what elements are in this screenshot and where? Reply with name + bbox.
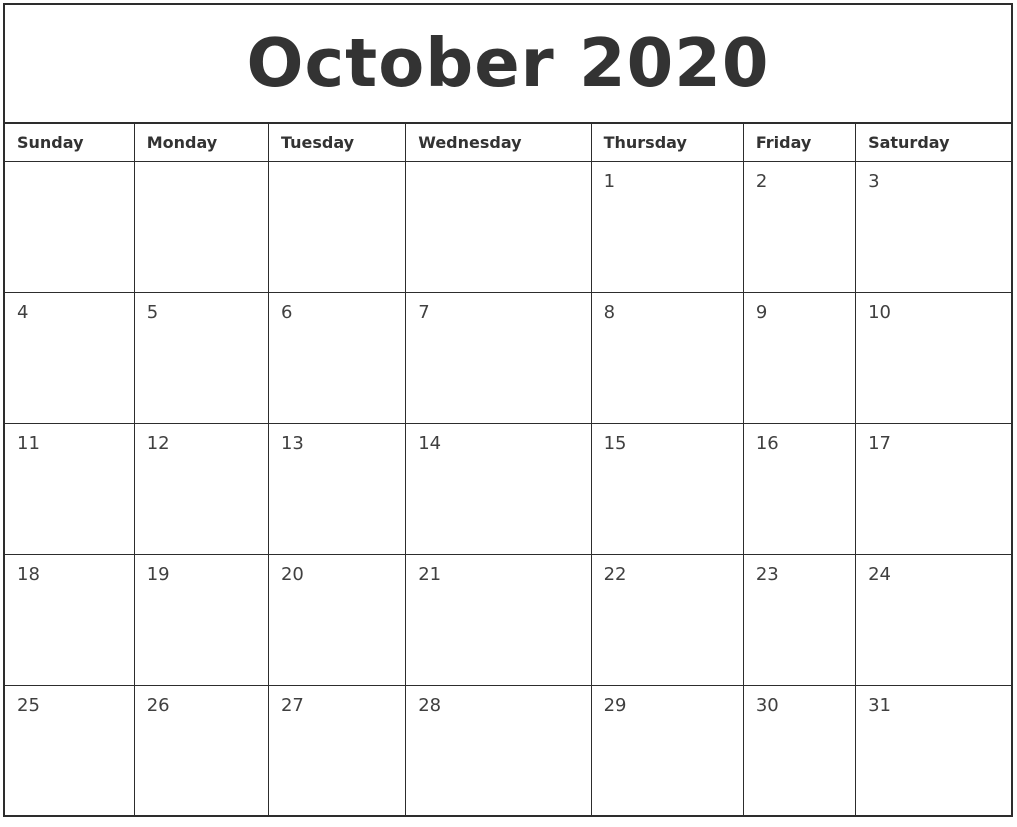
day-cell: 22 bbox=[591, 554, 743, 685]
week-row-4 bbox=[4, 554, 1012, 685]
day-cell bbox=[4, 161, 134, 292]
day-cell: 20 bbox=[268, 554, 405, 685]
weekday-header-monday: Monday bbox=[134, 123, 268, 161]
calendar-title: October 2020 bbox=[246, 24, 770, 102]
calendar-table bbox=[3, 3, 1013, 817]
weekday-header-thursday: Thursday bbox=[591, 123, 743, 161]
day-cell: 1 bbox=[591, 161, 743, 292]
day-cell: 21 bbox=[406, 554, 591, 685]
day-cell: 19 bbox=[134, 554, 268, 685]
day-cell: 16 bbox=[743, 423, 855, 554]
day-cell: 11 bbox=[4, 423, 134, 554]
day-cell: 9 bbox=[743, 292, 855, 423]
day-cell: 24 bbox=[856, 554, 1012, 685]
weekday-header-saturday: Saturday bbox=[856, 123, 1012, 161]
weekday-header-row bbox=[4, 123, 1012, 161]
day-cell: 27 bbox=[268, 685, 405, 816]
day-cell: 14 bbox=[406, 423, 591, 554]
day-cell bbox=[134, 161, 268, 292]
day-cell: 23 bbox=[743, 554, 855, 685]
title-row bbox=[4, 4, 1012, 123]
day-cell: 26 bbox=[134, 685, 268, 816]
day-cell: 3 bbox=[856, 161, 1012, 292]
week-row-2 bbox=[4, 292, 1012, 423]
day-cell: 5 bbox=[134, 292, 268, 423]
day-cell: 10 bbox=[856, 292, 1012, 423]
day-cell: 17 bbox=[856, 423, 1012, 554]
day-cell bbox=[406, 161, 591, 292]
day-cell: 7 bbox=[406, 292, 591, 423]
weekday-header-wednesday: Wednesday bbox=[406, 123, 591, 161]
week-row-1 bbox=[4, 161, 1012, 292]
day-cell: 25 bbox=[4, 685, 134, 816]
day-cell bbox=[268, 161, 405, 292]
weekday-header-tuesday: Tuesday bbox=[268, 123, 405, 161]
day-cell: 29 bbox=[591, 685, 743, 816]
day-cell: 15 bbox=[591, 423, 743, 554]
day-cell: 18 bbox=[4, 554, 134, 685]
day-cell: 30 bbox=[743, 685, 855, 816]
day-cell: 2 bbox=[743, 161, 855, 292]
day-cell: 12 bbox=[134, 423, 268, 554]
day-cell: 28 bbox=[406, 685, 591, 816]
day-cell: 4 bbox=[4, 292, 134, 423]
weekday-header-sunday: Sunday bbox=[4, 123, 134, 161]
week-row-5 bbox=[4, 685, 1012, 816]
day-cell: 31 bbox=[856, 685, 1012, 816]
week-row-3 bbox=[4, 423, 1012, 554]
day-cell: 6 bbox=[268, 292, 405, 423]
weekday-header-friday: Friday bbox=[743, 123, 855, 161]
day-cell: 13 bbox=[268, 423, 405, 554]
day-cell: 8 bbox=[591, 292, 743, 423]
title-cell bbox=[4, 4, 1012, 123]
